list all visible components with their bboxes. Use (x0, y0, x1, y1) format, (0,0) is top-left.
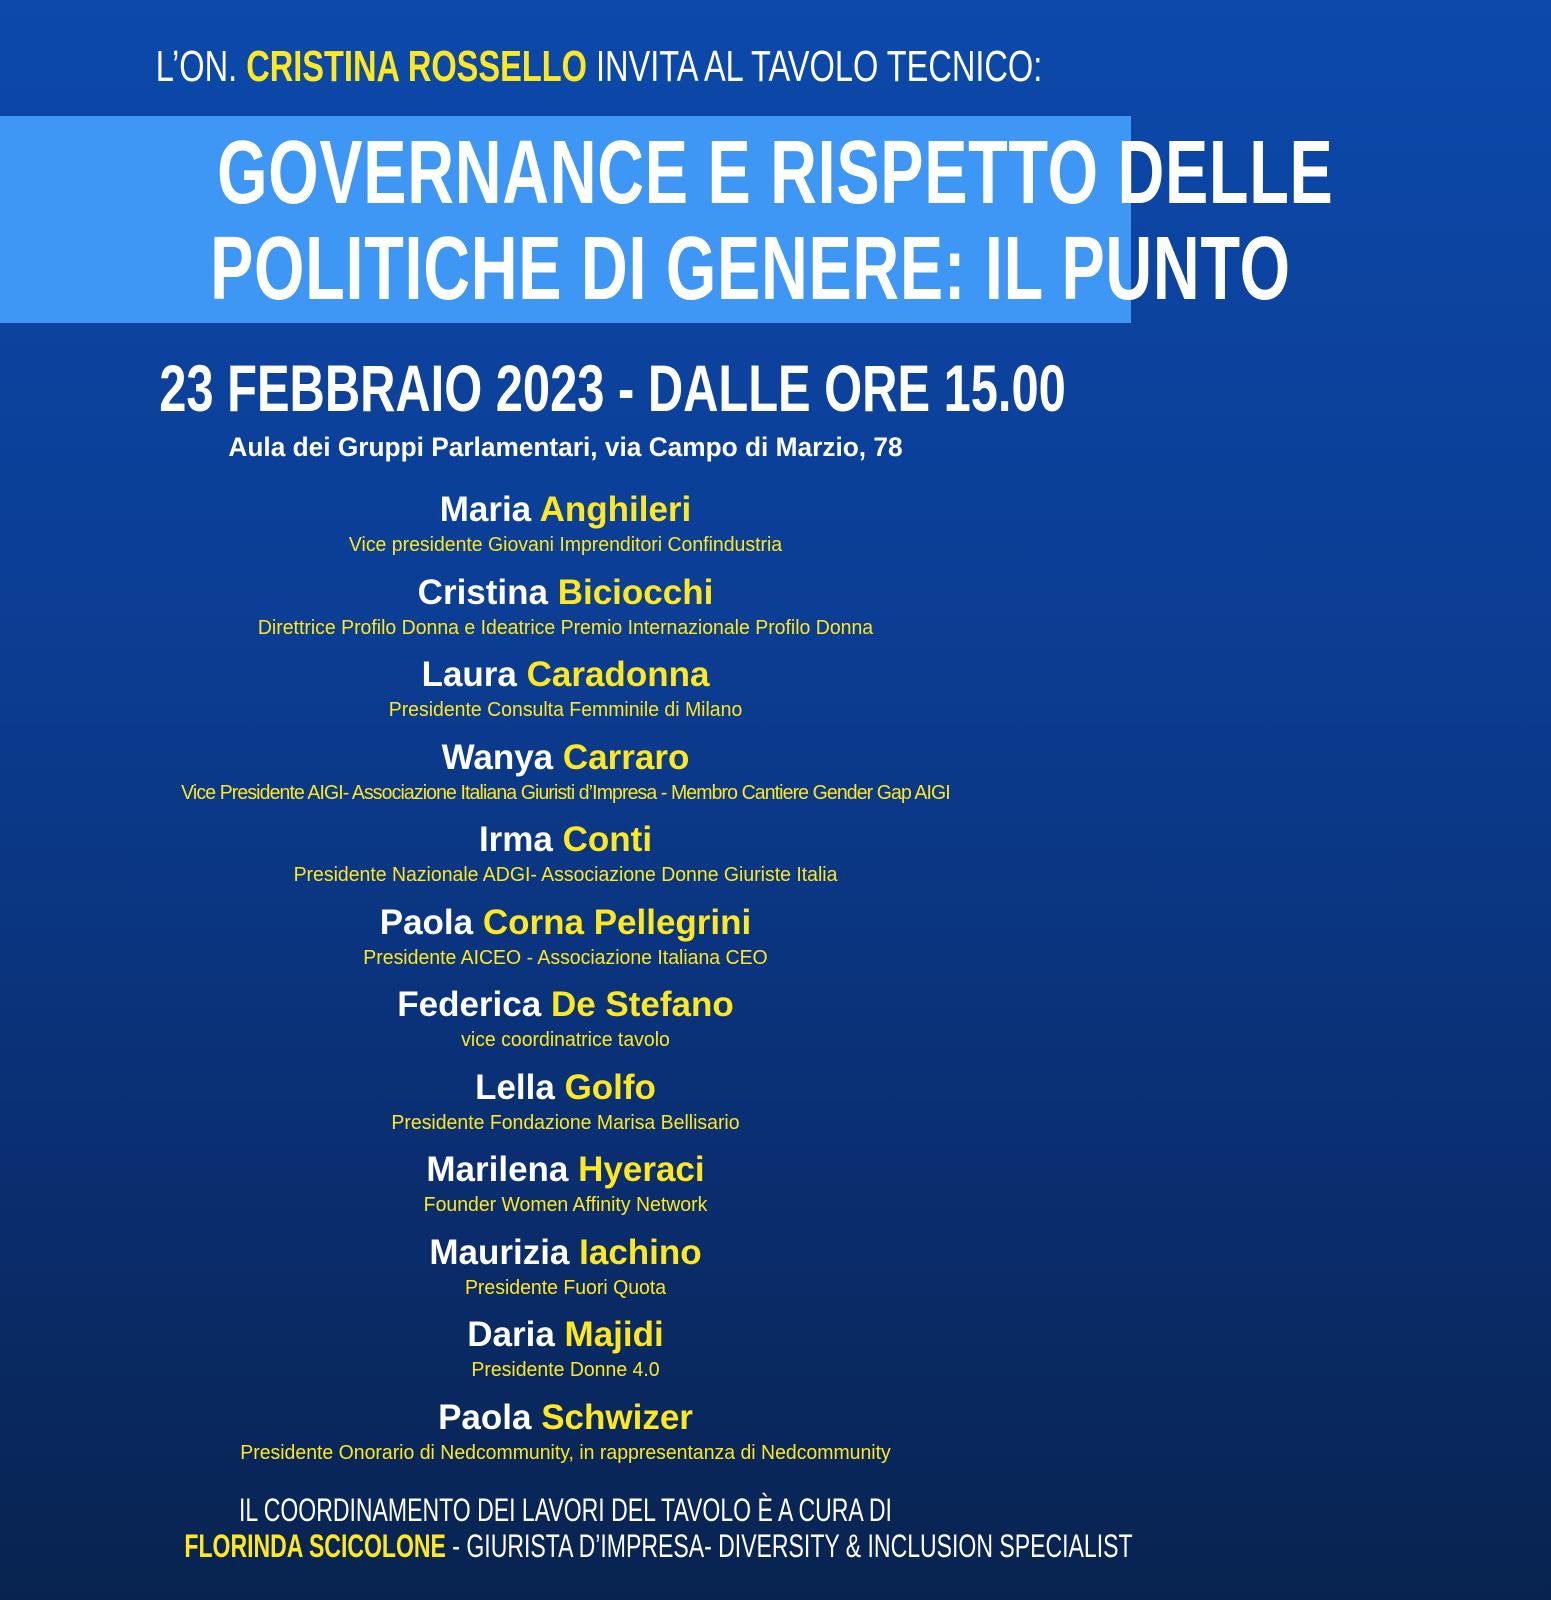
speaker-last-name: Schwizer (541, 1397, 693, 1437)
speaker-item (0, 573, 1131, 656)
speaker-last-name: Carraro (562, 737, 690, 777)
speaker-name (0, 1068, 1131, 1108)
host-name: CRISTINA ROSSELLO (246, 42, 587, 91)
speaker-role: Presidente Onorario di Nedcommunity, in rappresentanza di Nedcommunity (240, 1441, 891, 1464)
speaker-last-name: Anghileri (539, 490, 692, 529)
speaker-first-name: Paola (438, 1397, 532, 1437)
speaker-first-name: Lella (475, 1067, 555, 1107)
coordinator-title: - GIURISTA D’IMPRESA- DIVERSITY & INCLUSION SPECIALIST (452, 1528, 1133, 1564)
event-venue: Aula dei Gruppi Parlamentari, via Campo di Marzio, 78 (228, 432, 903, 462)
speaker-first-name: Federica (397, 985, 542, 1024)
coordinator-line (184, 1528, 1132, 1564)
invitation-line (156, 42, 1043, 92)
coordination-note (0, 1492, 1131, 1564)
speaker-last-name: Iachino (579, 1232, 702, 1272)
event-date-time: 23 FEBBRAIO 2023 - DALLE ORE 15.00 (159, 351, 1066, 425)
speaker-item (0, 738, 1131, 821)
speaker-role: Direttrice Profilo Donna e Ideatrice Premio Internazionale Profilo Donna (257, 616, 874, 639)
speaker-role: Presidente Fuori Quota (464, 1276, 667, 1299)
speaker-item (0, 820, 1131, 903)
speaker-name (0, 985, 1131, 1025)
speaker-item (0, 1398, 1131, 1481)
invitation-suffix: INVITA AL TAVOLO TECNICO: (595, 42, 1043, 91)
title-line-2: POLITICHE DI GENERE: IL PUNTO (210, 219, 1291, 319)
coordination-row-2 (0, 1528, 1131, 1564)
coordination-row-1 (0, 1492, 1131, 1528)
invitation-header (0, 42, 1131, 92)
speaker-first-name: Maurizia (429, 1232, 570, 1272)
speaker-item (0, 903, 1131, 986)
speaker-first-name: Laura (421, 655, 517, 694)
speaker-list (0, 490, 1131, 1480)
speaker-role: Presidente Consulta Femminile di Milano (388, 699, 743, 721)
speaker-first-name: Wanya (441, 737, 554, 777)
speaker-last-name: Corna Pellegrini (482, 902, 752, 942)
speaker-first-name: Marilena (426, 1150, 569, 1189)
speaker-first-name: Daria (467, 1315, 555, 1354)
speaker-name (0, 655, 1131, 695)
speaker-name (0, 1398, 1131, 1438)
speaker-first-name: Paola (379, 902, 474, 942)
speaker-role: Presidente Fondazione Marisa Bellisario (391, 1111, 740, 1134)
speaker-item (0, 985, 1131, 1068)
coordinator-name: FLORINDA SCICOLONE (184, 1528, 446, 1564)
speaker-item (0, 1315, 1131, 1398)
speaker-name (0, 490, 1131, 530)
speaker-item (0, 1150, 1131, 1233)
title-line-2-row (0, 219, 1291, 319)
title-line-1: GOVERNANCE E RISPETTO DELLE (217, 123, 1334, 223)
speaker-role: Vice presidente Giovani Imprenditori Confindustria (348, 534, 783, 556)
speaker-last-name: Caradonna (526, 655, 710, 694)
speaker-last-name: Majidi (564, 1315, 664, 1354)
speaker-name (0, 1150, 1131, 1190)
speaker-role: Presidente Donne 4.0 (471, 1359, 660, 1381)
speaker-item (0, 490, 1131, 573)
event-date-row (0, 351, 1131, 425)
speaker-first-name: Maria (439, 490, 532, 529)
speaker-item (0, 655, 1131, 738)
coordination-line: IL COORDINAMENTO DEI LAVORI DEL TAVOLO È A CURA DI (239, 1492, 892, 1528)
title-band (0, 116, 1334, 323)
speaker-last-name: Biciocchi (557, 572, 714, 612)
title-line-1-row (0, 123, 1334, 223)
speaker-last-name: Hyeraci (578, 1150, 705, 1189)
speaker-last-name: Conti (562, 820, 653, 859)
speaker-name (0, 1233, 1131, 1273)
speaker-item (0, 1068, 1131, 1151)
invitation-prefix: L’ON. (155, 42, 238, 91)
speaker-role: Founder Women Affinity Network (423, 1194, 708, 1216)
speaker-role: Presidente AICEO - Associazione Italiana CEO (363, 946, 768, 969)
speaker-name (0, 573, 1131, 613)
speaker-item (0, 1233, 1131, 1316)
speaker-name (0, 903, 1131, 943)
speaker-first-name: Cristina (417, 572, 548, 612)
speaker-name (0, 1315, 1131, 1355)
speaker-role: vice coordinatrice tavolo (461, 1029, 670, 1051)
speaker-role: Vice Presidente AIGI- Associazione Italiana Giuristi d’Impresa - Membro Cantiere Gender Gap AIGI (181, 781, 950, 804)
speaker-name (0, 820, 1131, 860)
speaker-role: Presidente Nazionale ADGI- Associazione Donne Giuriste Italia (293, 864, 838, 886)
speaker-first-name: Irma (478, 820, 553, 859)
speaker-name (0, 738, 1131, 778)
speaker-last-name: De Stefano (550, 985, 734, 1024)
speaker-last-name: Golfo (564, 1067, 656, 1107)
